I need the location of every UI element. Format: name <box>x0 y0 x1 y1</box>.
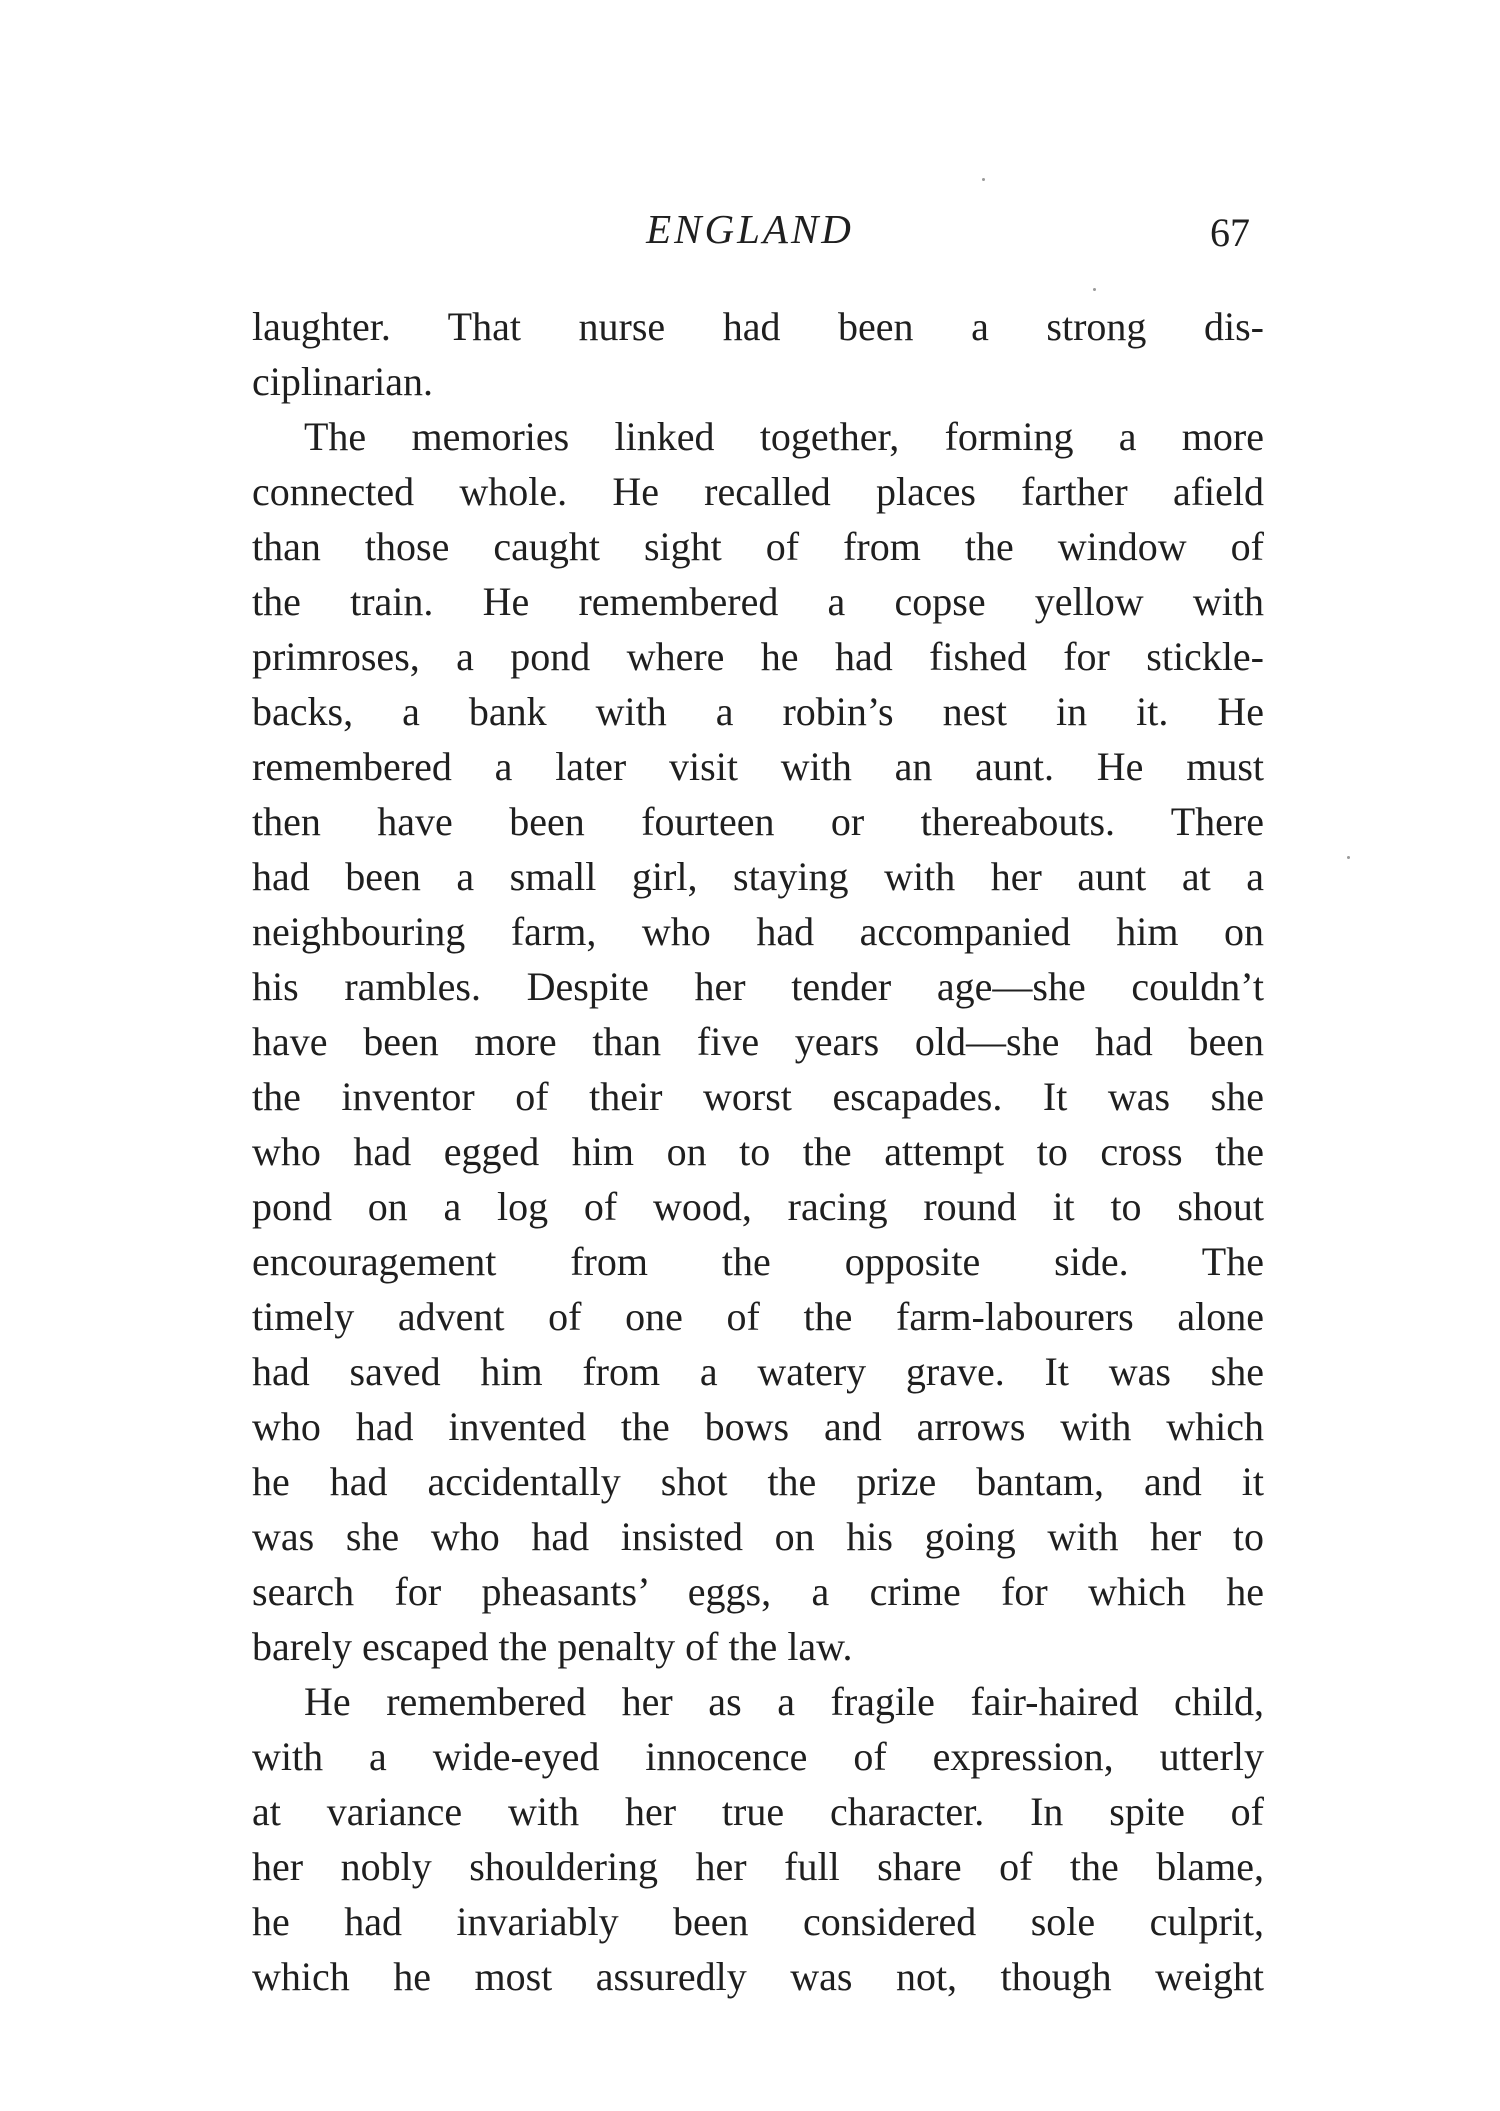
text-line: had saved him from a watery grave. It was she <box>252 1349 1264 1394</box>
running-head <box>0 205 1500 265</box>
text-line: her nobly shouldering her full share of the blame, <box>252 1844 1264 1889</box>
chapter-title: ENGLAND <box>646 206 854 252</box>
text-line: encouragement from the opposite side. The <box>252 1239 1264 1284</box>
body-text <box>252 299 1264 2004</box>
text-line: the inventor of their worst escapades. It was she <box>252 1074 1264 1119</box>
text-line: connected whole. He recalled places farther afield <box>252 469 1264 514</box>
text-line: was she who had insisted on his going with her to <box>252 1514 1264 1559</box>
text-line: laughter. That nurse had been a strong dis- <box>252 304 1264 349</box>
text-line: he had invariably been considered sole culprit, <box>252 1899 1264 1944</box>
page-number: 67 <box>1210 210 1250 255</box>
text-line: The memories linked together, forming a more <box>304 414 1264 459</box>
text-line: ciplinarian. <box>252 359 434 404</box>
text-line: He remembered her as a fragile fair-haired child, <box>304 1679 1264 1724</box>
text-line: then have been fourteen or thereabouts. There <box>252 799 1264 844</box>
text-line: backs, a bank with a robin’s nest in it. He <box>252 689 1264 734</box>
text-line: at variance with her true character. In spite of <box>252 1789 1264 1834</box>
text-line: remembered a later visit with an aunt. He must <box>252 744 1264 789</box>
text-line: have been more than five years old—she had been <box>252 1019 1264 1064</box>
text-line: primroses, a pond where he had fished for stickle- <box>252 634 1264 679</box>
text-line: search for pheasants’ eggs, a crime for which he <box>252 1569 1264 1614</box>
text-line: neighbouring farm, who had accompanied him on <box>252 909 1264 954</box>
text-line: his rambles. Despite her tender age—she couldn’t <box>252 964 1264 1009</box>
text-line: who had invented the bows and arrows with which <box>252 1404 1264 1449</box>
text-line: which he most assuredly was not, though weight <box>252 1954 1264 1999</box>
text-line: the train. He remembered a copse yellow with <box>252 579 1264 624</box>
paper-speck <box>1093 288 1096 291</box>
text-line: than those caught sight of from the window of <box>252 524 1264 569</box>
text-line: with a wide-eyed innocence of expression, utterly <box>252 1734 1264 1779</box>
text-line: timely advent of one of the farm-labourers alone <box>252 1294 1264 1339</box>
text-line: had been a small girl, staying with her aunt at a <box>252 854 1264 899</box>
paper-speck <box>1347 856 1350 859</box>
text-line: who had egged him on to the attempt to cross the <box>252 1129 1264 1174</box>
text-line: barely escaped the penalty of the law. <box>252 1624 853 1669</box>
text-line: he had accidentally shot the prize bantam, and it <box>252 1459 1264 1504</box>
text-line: pond on a log of wood, racing round it to shout <box>252 1184 1264 1229</box>
paper-speck <box>982 178 985 181</box>
